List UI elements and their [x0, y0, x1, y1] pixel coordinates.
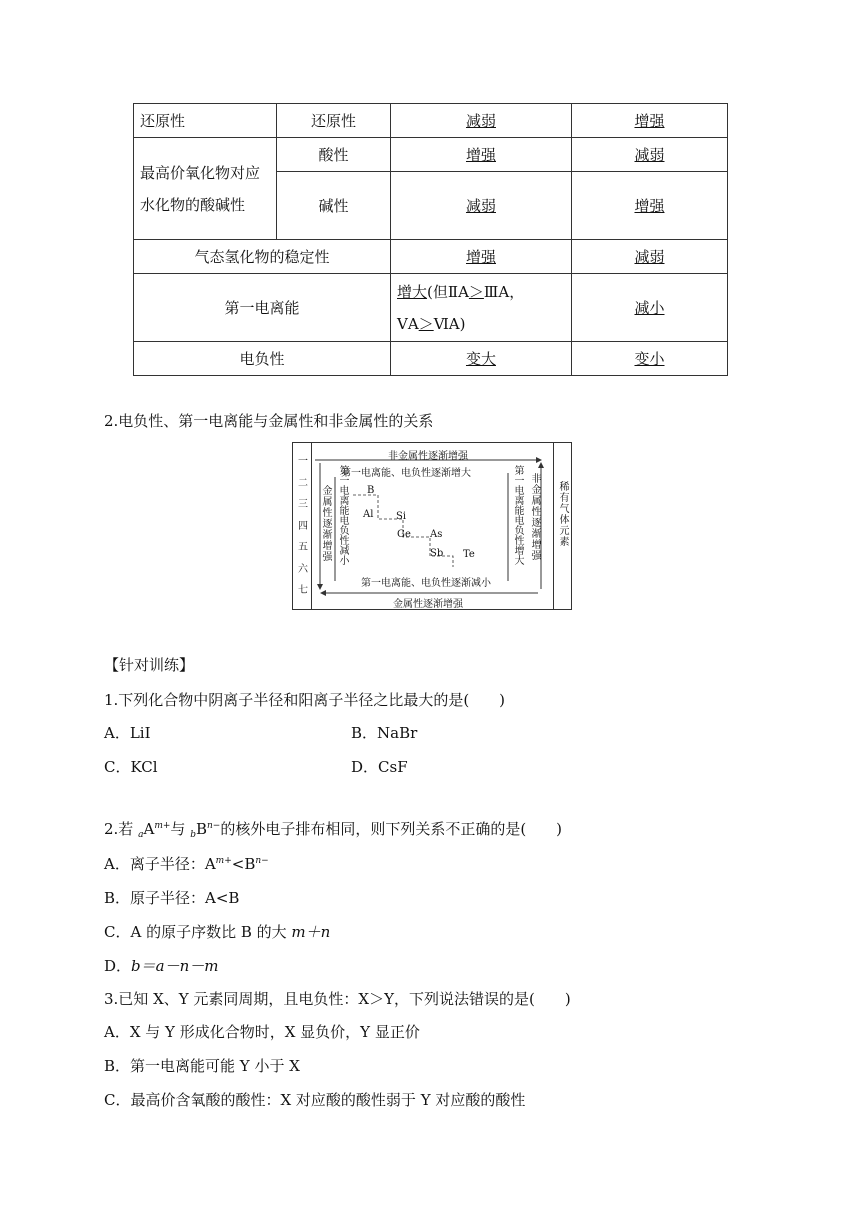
period-label: 四	[298, 520, 308, 532]
question-3: 3.已知 X、Y 元素同周期，且电负性：X＞Y，下列说法错误的是( )	[104, 990, 571, 1008]
text: ＞	[418, 314, 434, 333]
period-label: 七	[298, 585, 308, 596]
cell: 增强	[391, 240, 572, 274]
cell: 增强	[572, 172, 728, 240]
period-label: 一	[298, 456, 308, 467]
period-label: 六	[298, 563, 308, 575]
cell: 碱性	[277, 172, 391, 240]
nonmetal-top-label: 非金属性逐渐增强	[388, 451, 468, 462]
text: A	[143, 820, 155, 838]
option-a: A．离子半径：$A^{m+}<B^{n-}$	[104, 855, 269, 873]
text: ⅤA	[397, 314, 419, 333]
metal-bottom-label: 金属性逐渐增强	[393, 599, 463, 610]
text: <B	[231, 855, 256, 873]
element-label: B	[367, 485, 375, 496]
text: 的核外电子排布相同，则下列关系不正确的是( )	[220, 820, 563, 838]
element-label: Al	[363, 509, 374, 520]
cell: 变小	[572, 342, 728, 376]
option-a: A．LiI	[104, 724, 151, 742]
text: C．A 的原子序数比 B 的大	[104, 923, 292, 941]
math-expression: b＝a－n－m	[131, 957, 219, 975]
cell: 酸性	[277, 138, 391, 172]
option-d	[104, 955, 218, 976]
left-inner-label: 第一电离能电负性减小	[337, 465, 348, 565]
period-label: 二	[298, 477, 308, 489]
question-1: 1.下列化合物中阴离子半径和阳离子半径之比最大的是( )	[104, 691, 506, 709]
left-outer-label: 金属性逐渐增强	[320, 485, 331, 562]
cell: 减弱	[391, 104, 572, 138]
noble-gas-label: 稀有气体元素	[557, 481, 568, 547]
element-label: Te	[463, 549, 475, 560]
right-inner-label: 第一电离能电负性增大	[512, 465, 523, 565]
text: A．离子半径：A	[104, 855, 216, 873]
training-title: 【针对训练】	[104, 656, 195, 674]
option-d: D．CsF	[351, 758, 408, 776]
cell: 减弱	[572, 138, 728, 172]
element-label: Sb	[430, 548, 444, 559]
cell: 还原性	[134, 104, 277, 138]
cell: 还原性	[277, 104, 391, 138]
option-c: C．最高价含氧酸的酸性：X 对应酸的酸性弱于 Y 对应酸的酸性	[104, 1091, 526, 1109]
cell: 增强	[572, 104, 728, 138]
property-table	[133, 103, 728, 376]
cell: 减弱	[572, 240, 728, 274]
top-inner-label: 第一电离能、电负性逐渐增大	[341, 468, 471, 479]
text: ⅥA)	[433, 314, 466, 333]
option-c: C．KCl	[104, 758, 158, 776]
bottom-inner-label: 第一电离能、电负性逐渐减小	[361, 578, 491, 589]
right-outer-label: 非金属性逐渐增强	[529, 473, 540, 561]
period-label: 三	[298, 499, 308, 510]
element-label: Ge	[397, 529, 411, 540]
text: B	[195, 820, 207, 838]
cell: 减弱	[391, 172, 572, 240]
text: (但ⅡA	[427, 282, 469, 301]
cell	[391, 274, 572, 342]
text: 2.若	[104, 820, 139, 838]
question-2: 2.若 $_aA^{m+}$与 $_bB^{n-}$的核外电子排布相同，则下列关系不正确的是( )	[104, 820, 563, 840]
element-label: Si	[396, 511, 407, 522]
element-label: As	[430, 529, 443, 540]
cell: 减小	[572, 274, 728, 342]
text: D．	[104, 957, 132, 975]
period-label: 五	[298, 542, 308, 553]
text: ＞	[468, 282, 484, 301]
text: ⅢA，	[483, 282, 525, 301]
option-b: B．原子半径：A<B	[104, 889, 240, 907]
section-title: 2.电负性、第一电离能与金属性和非金属性的关系	[104, 412, 434, 430]
math-expression: m＋n	[291, 923, 331, 941]
option-c	[104, 921, 330, 942]
option-b: B．第一电离能可能 Y 小于 X	[104, 1057, 300, 1075]
cell: 增强	[391, 138, 572, 172]
cell: 电负性	[134, 342, 391, 376]
text: 增大	[397, 282, 428, 301]
periodic-trend-diagram	[292, 442, 572, 610]
cell: 变大	[391, 342, 572, 376]
cell: 最高价氧化物对应水化物的酸碱性	[134, 138, 277, 240]
cell: 第一电离能	[134, 274, 391, 342]
option-b: B．NaBr	[351, 724, 418, 742]
cell: 气态氢化物的稳定性	[134, 240, 391, 274]
option-a: A．X 与 Y 形成化合物时，X 显负价，Y 显正价	[104, 1023, 420, 1041]
text: 与	[170, 820, 191, 838]
